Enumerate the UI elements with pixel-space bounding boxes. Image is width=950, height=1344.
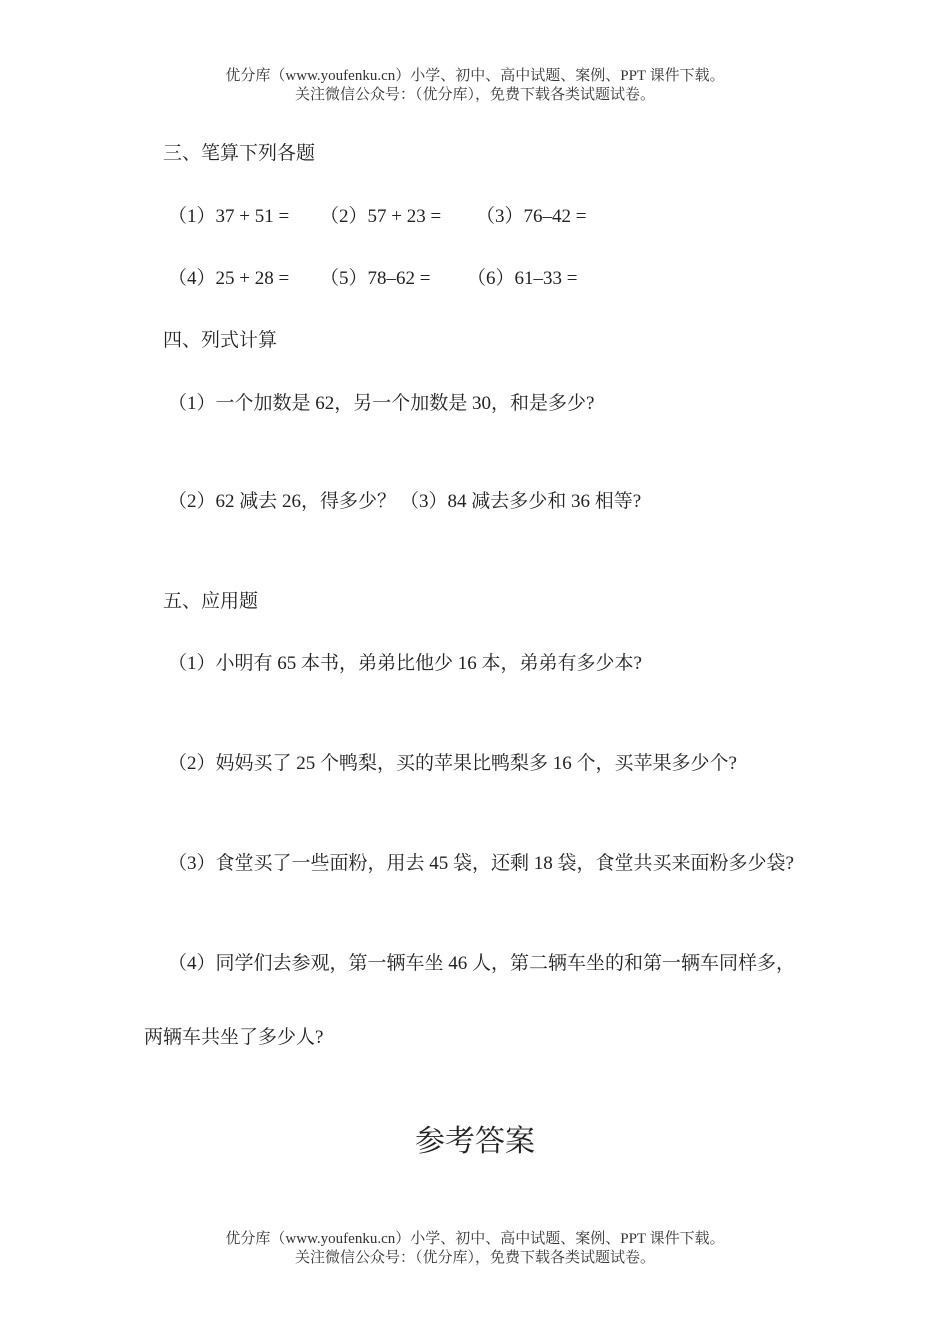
- calc-item-5: （5）78–62 =: [320, 268, 431, 289]
- calc-item-1: （1）37 + 51 =: [168, 206, 290, 227]
- section-4-title: 四、列式计算: [163, 330, 278, 351]
- section-3-title: 三、笔算下列各题: [163, 143, 316, 164]
- section-5-title: 五、应用题: [163, 591, 259, 612]
- header-line-1: 优分库（www.youfenku.cn）小学、初中、高中试题、案例、PPT 课件下载。: [225, 68, 725, 84]
- word-problem-4-line-2: 两辆车共坐了多少人?: [144, 1027, 324, 1048]
- equation-question-3: （3）84 减去多少和 36 相等?: [400, 491, 642, 512]
- footer-line-1: 优分库（www.youfenku.cn）小学、初中、高中试题、案例、PPT 课件下载。: [225, 1231, 725, 1247]
- page-footer: [0, 1230, 950, 1268]
- calc-item-6: （6）61–33 =: [467, 268, 578, 289]
- answer-title: 参考答案: [415, 1124, 535, 1159]
- word-problem-3: （3）食堂买了一些面粉，用去 45 袋，还剩 18 袋，食堂共买来面粉多少袋?: [168, 853, 794, 874]
- equation-question-2: （2）62 减去 26，得多少？: [168, 491, 397, 512]
- calc-item-2: （2）57 + 23 =: [320, 206, 442, 227]
- word-problem-2: （2）妈妈买了 25 个鸭梨，买的苹果比鸭梨多 16 个，买苹果多少个?: [168, 753, 737, 774]
- word-problem-1: （1）小明有 65 本书，弟弟比他少 16 本，弟弟有多少本?: [168, 653, 642, 674]
- calc-item-4: （4）25 + 28 =: [168, 268, 290, 289]
- footer-line-2: 关注微信公众号：（优分库），免费下载各类试题试卷。: [294, 1250, 655, 1266]
- equation-question-1: （1）一个加数是 62，另一个加数是 30，和是多少?: [168, 393, 595, 414]
- word-problem-4-line-1: （4）同学们去参观，第一辆车坐 46 人，第二辆车坐的和第一辆车同样多，: [168, 953, 796, 974]
- calc-item-3: （3）76–42 =: [476, 206, 587, 227]
- header-line-2: 关注微信公众号：（优分库），免费下载各类试题试卷。: [294, 87, 655, 103]
- page-header: [0, 67, 950, 105]
